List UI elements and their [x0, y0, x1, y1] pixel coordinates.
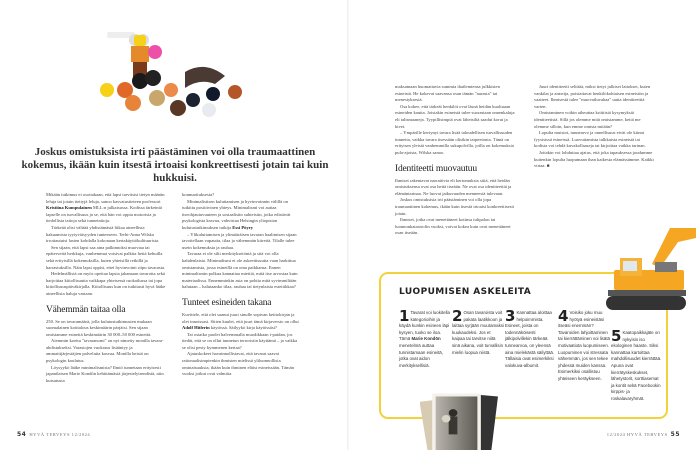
paragraph: Sen sijaan, että lapsi saa aina palkinnoksi muoviaa tai epäterveitä herkkuja, vanhemmat voisivat palkita heitä kehuilla sekä erityisillä kokemuksilla, kuten yhteisillä retkillä ja harrastuksilla. Näin lapsi oppisi, ettei hyvinvointi riipu tavarasta. [46, 244, 166, 270]
person-name: Adolf Hitlerin [182, 325, 210, 331]
paragraph: Tai ostatko puolet halvemmalla muodikkaan t-paidan, jos tiedät, että se on ollut tunnetun terroristin käyttämä – ja vaikka se olisi pesty kymmenen kertaa? [182, 331, 298, 350]
paragraph: Joskus omistuksista irti päästäminen voi olla jopa traumaattinen kokemus, ikään kuin itsestä irtoaisi konkreettisesti jotain. [395, 197, 515, 216]
paragraph: – Ympärille kertynyt tavara lisää taloudellisen turvallisuuden tunnetta, vaikka tavara itsessään olisikin tarpeetonta. Tämä on erityisen yleistä vanhemmilla sukupolvilla, joilla on kokemuksia pula-ajoista, Wilska sanoo. [395, 130, 514, 155]
step-number: 1 [399, 307, 410, 325]
page-footer-left [14, 431, 90, 438]
step-5 [611, 327, 663, 403]
magazine-issue: 12/2024 HYVÄ TERVEYS [606, 432, 668, 437]
step-4 [558, 307, 610, 383]
person-name: Marie Kondōn [411, 336, 441, 342]
paragraph: Juuri identiteetti selittää, miksi tietyt julkiset laitokset, kuten vankilat ja armeija, poistattavat henkilökohtaisen esineistön ja vaatteet. Ihmisestä tulee "muovailuvahaa" uutta identiteettiä varten. [534, 84, 651, 109]
step-text: Kaatopaikkajäte on nykyisin iso ekologinen haaste. Siksi kannattaa kartoittaa mahdollisuudet kierrättää. Apuna ovat kierrätyskeskukset, lähetystorit, sorttiasemat ja kontit sekä Facebookin kirppis- ja roskalavaryhmät. [611, 330, 662, 401]
step-2 [452, 307, 504, 356]
left-column-1 [46, 192, 166, 384]
step-3 [505, 307, 557, 369]
paragraph-text: Mikään tutkimus ei osoitakaan, että lapsi tarvitsisi tietyn määrän leluja tai jotain tiettyjä leluja, sanoo kasvatustieteen professori [46, 192, 165, 204]
paragraph: – Ylikuluttamisen ja ylimääräisen tavaran haalimisen sijaan tavoitellaan vapautta, tilaa ja vähemmän kiirettä. Tilalle tulee usein kokemuksia ja rauhaa. [182, 231, 297, 250]
pull-quote: Joskus omistuksista irti päästäminen voi olla traumaattinen kokemus, ikään kuin itsestä irtoaisi konkreettisesti jotain tai kuin hukkuisi. [21, 146, 329, 184]
section-heading: Tunteet esineiden takana [182, 297, 272, 308]
paragraph: 250. Se on tavaramäärä, jolla kulutustutkimusten mukaan suomalainen kotitalous keskimäärin pärjäisi. Sen sijaan omistamme esineitä keskimäärin 30 000–50 000 esinettä. [46, 318, 152, 337]
old-photographs-image [420, 392, 500, 450]
section-heading: Identiteetti muovautuu [395, 163, 477, 174]
paragraph-text: Kuvittele, että olet saanut juuri sinulle sopivan keittokirjan ja olet innoissasi. Sitten kuulet, että juuri tämä kirjaversio on ollut [182, 311, 299, 324]
paragraph: Joitakin voi lohduttaa ajatus, että joka tapauksessa joudumme kuitenkin lopulta luopumaan ihan kaikesta elämässämme. Kaikki virtaa. ■ [534, 149, 654, 169]
box-title: LUOPUMISEN ASKELEITA [399, 287, 532, 297]
paragraph-text: Minimalistisen kuluttamisen ja hyvinvoinnin välillä on tutkittu positiivinen yhteys. Minimalismi voi auttaa itseohjautuvuuteen ja sosiaalisiin suhteisiin, jotka edistävät psykologista kasvua, vahvistaa Helsingin yliopiston kulutustutkimuksen tutkija [182, 198, 291, 230]
paragraph: Omistaminen voikin aiheuttaa kriittisiä kysymyksiä identiteetistä. Sillä jos olemme mitä omistamme, keitä me olemme silloin, kun emme omista mitään? [534, 110, 641, 129]
step-text: Osan tavaroista voit pakata laatikkoon ja laittaa syrjään muutamaksi kuukaudeksi. Jos et kaipaa tai tarvitse niitä sinä aikana, voit turvallisin mielin luopua niistä. [452, 310, 504, 355]
right-column-2 [534, 84, 654, 170]
step-text: Tavarat voi luokitella kategorioihin ja käydä kunkin esineen läpi kysyen, tuoko se iloa. Tämä [399, 310, 450, 342]
right-column-1 [395, 84, 515, 237]
paragraph-text: käytössä. Säilyykö kirja käytössäsi? [210, 325, 277, 331]
paragraph: konmarituksesta? [182, 192, 215, 197]
step-number: 5 [611, 327, 622, 345]
paragraph: Lopulta muistot, tunnearvo ja onnellisuus eivät ole kiinni fyysisissä esineissä. Luovuttamista tulkkaista esineistä tai kodista voi tehdä kuvakollaasejа tai kirjoittaa vaikka tarinan. [534, 130, 646, 149]
paragraph: Tärkeää olisi välttää yhdistämästä liikaa aineellista hakuamista tyytyväisyyden tunteeseen. Terhi-Anna Wilska irrottautuisi lasten kohdalla kokonaan kertakäyttökulttuurista. [46, 224, 160, 244]
step-text: Voisiko joku muu hyötyä esineistäsi itseäsi enemmän? Tavaroiden lahjoittaminen tai kierrättäminen voi lisätä motivaatiota luopumiseen. Luopuminen voi stressata vähemmän, jos sen tekee yhdessä muiden kanssa. Esimerkiksi osallistuu yhteiseen keräykseen. [558, 310, 610, 381]
section-heading: Vähemmän taitaa olla [46, 304, 126, 315]
person-name: Kristiina Kumpulainen [46, 205, 92, 211]
step-number: 4 [558, 307, 569, 325]
paragraph: Ihmiset rakentavat narratiivia eli kertomuksia siitä, että heidän omistuksensa ovat osa heitä itseään. Ne ovat osa identiteettiä ja elämäntarinaa. Ne luovat jatkuvuuden menneestä tulevaan. [395, 177, 512, 196]
paragraph: Ajatuskokeet havainnollistavat, että tavarat saavat rationaalisimpienkin ihmisten mielissä yliluonnollisia ominaisuuksia, ikään kuin ihminen eläisi esineissään. Tämän vuoksi jotkut ovat valmiita [182, 351, 294, 377]
paragraph: Löysyykö lääke minimalismista? Ilmiö tunnetaan erityisesti japanilaisen Marie Kondōn kehittämästä järjestelytrendistä, niin kutsutusta [46, 364, 164, 383]
step-text: Kannattaa aloittaa helpoimmista. Esineet, joista on todennäköisesti jälkipolvillekin tärkeää tunnearvoa, on yleensä aina mielekästä säilyttää. Tällaisia ovat esimerkiksi valokuva-albumit. [505, 310, 555, 368]
person-name: Essi Pöyry [232, 224, 254, 230]
step-number: 3 [505, 307, 516, 325]
paragraph: Tavaraa ei ole silti merkityksetöntä ja sitä voi olla kahdenlaista. Minimalismi ei ole askeettisuutta vaan harkittua omistamista, jossa esineillä on oma paikkansa. Ennen minimalismin polkua kannattaa miettiä, mitä itse arvostaa kuin materiaalissa. Ennemminkin asia on pohtia mitä syvimmiltään halutaan – halutaanko tilaa, rauhaa tai tietynlaista estetiikkaa? [182, 251, 298, 290]
lego-figure-with-wigs-photo [85, 28, 265, 128]
page-number: 54 [17, 431, 27, 438]
paragraph: Aiemmin koettu "tavaranomi" on nyt nimetty monilla tavara-ahdistukseksi. Varastojen vuokraus lisääntyy ja ammattijärjestäjien palveluita kasvaa. Monilla heistä on psykologin koulutus. [46, 338, 164, 364]
paragraph: Hedelmällistä on myös opettaa lapsia jakamaan tavaroita sekä harjoittaa kiitollisuutta vaikkapa yhteisessä ruokailussa tai jopa kiitollisuuspäiväkirjalla. Kiitollisuus kun on tutkitusti hyvä lääke aineellisia haluja vastaan. [46, 271, 166, 296]
page-footer-right [607, 431, 683, 438]
step-1 [399, 307, 451, 369]
magazine-issue: HYVÄ TERVEYS 12/2024 [29, 432, 91, 437]
paragraph: Ihmiset, jotka ovat menettäneet kotinsa tulipalon tai luonnonkatastrofin vuoksi, voivat kokea kuin ovat menettäneet osan itseään. [395, 217, 511, 236]
left-column-2 [182, 192, 302, 378]
step-number: 2 [452, 307, 463, 325]
excavator-image [600, 228, 696, 318]
page-number: 55 [670, 431, 680, 438]
paragraph-text: MLL:n julkaisussa. Kodissa tärkeintä lapselle on turvallisuus ja se, että hän voi oppia motorisia ja tiedollisia taitoja sekä tunnetaitoja. [46, 205, 162, 224]
paragraph: maksamaan huomattavia summia ihailemiensa julkkisten esineistä. He kokevat saavansa osan tämän "aurasta" tai menestyksestä. [395, 84, 500, 103]
step-text: menetelmä auttaa tunnistamaan esineitä, jotka ovat aidon merkityksellisiä. [399, 342, 443, 368]
paragraph: Osa kokee, että tärkeät henkilöt ovat läsnä heidän kuoltuaan esineiden kautta. Joistakin esineistä tulee suorastaan onnenkaluja eli talismaaneja. Tyypillisimpiä ovat läheisiltä saadut korut ja kivet. [395, 103, 515, 129]
